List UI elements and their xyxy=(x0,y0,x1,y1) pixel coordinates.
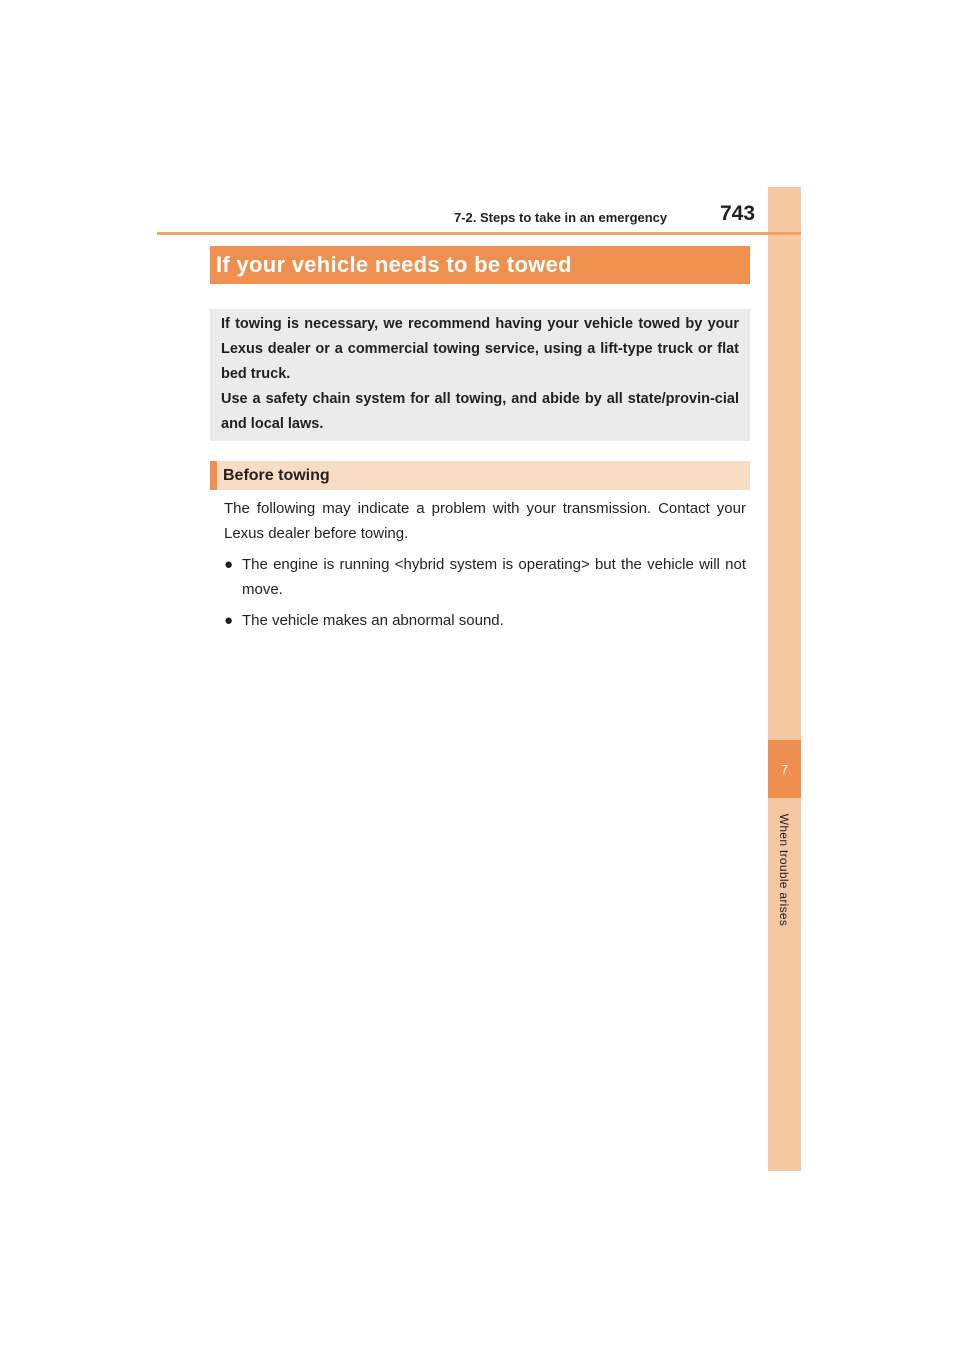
list-item xyxy=(224,608,746,633)
section-heading: Before towing xyxy=(210,461,750,490)
intro-paragraph-1: If towing is necessary, we recommend having your vehicle towed by your Lexus dealer or a commercial towing service, using a lift-type truck or flat bed truck. xyxy=(221,316,739,382)
list-item-text: The engine is running <hybrid system is operating> but the vehicle will not move. xyxy=(242,556,746,598)
page-title: If your vehicle needs to be towed xyxy=(210,246,750,284)
section-body-text: The following may indicate a problem with your transmission. Contact your Lexus dealer before towing. xyxy=(224,500,746,542)
bullet-icon: ● xyxy=(224,612,234,629)
header-rule xyxy=(157,232,801,235)
header-section-title: 7-2. Steps to take in an emergency xyxy=(454,210,668,225)
intro-box xyxy=(210,309,750,441)
list-item-text: The vehicle makes an abnormal sound. xyxy=(242,612,504,629)
chapter-side-tab xyxy=(768,187,801,1171)
section-body xyxy=(224,496,746,546)
chapter-number-tab xyxy=(768,740,801,798)
intro-paragraph-2: Use a safety chain system for all towing, and abide by all state/provin-cial and local laws. xyxy=(221,391,739,432)
page-number: 743 xyxy=(720,202,756,225)
chapter-number: 7 xyxy=(780,761,789,777)
bullet-icon: ● xyxy=(224,556,234,573)
list-item xyxy=(224,552,746,602)
chapter-label: When trouble arises xyxy=(777,813,791,927)
